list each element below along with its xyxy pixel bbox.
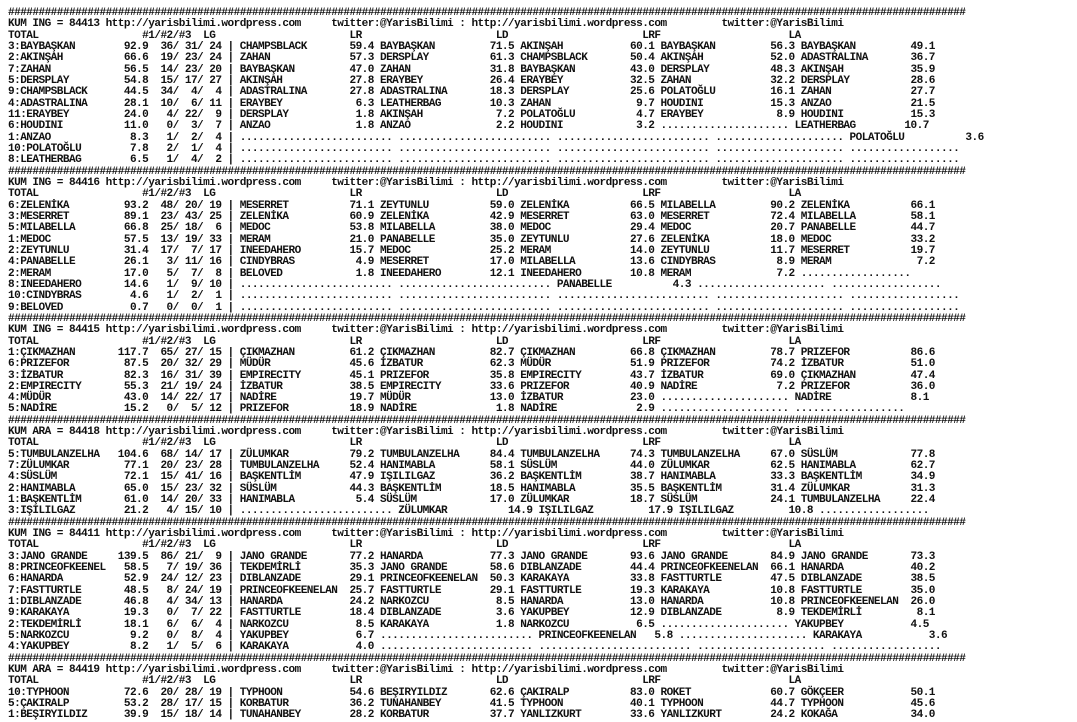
- text-line: TOTAL #1/#2/#3 LG LR LD LRF LA: [8, 539, 801, 552]
- text-line: 5:MILABELLA 66.8 25/ 18/ 6 | MEDOC 53.8 MILABELLA 38.0 MEDOC 29.4 MEDOC 20.7 PANABELLE 44.7: [8, 222, 935, 235]
- separator-line: #############################################################################################################################################################: [8, 414, 966, 427]
- text-line: 5:NARKOZCU 9.2 0/ 8/ 4 | YAKUPBEY 6.7 ......................... PRINCEOFKEENELAN 5.8 ..................... KARAKAYA 3.6: [8, 630, 948, 643]
- text-line: TOTAL #1/#2/#3 LG LR LD LRF LA: [8, 29, 801, 42]
- text-line: 3:IŞILILGAZ 21.2 4/ 15/ 10 | ......................... ZÜLUMKAR 14.9 IŞILILGAZ 17.9 IŞILILGAZ 10.8 ..................: [8, 505, 929, 518]
- separator-line: #############################################################################################################################################################: [8, 312, 966, 325]
- text-line: 2:MERAM 17.0 5/ 7/ 8 | BELOVED 1.8 INEEDAHERO 12.1 INEEDAHERO 10.8 MERAM 7.2 ..................: [8, 267, 911, 280]
- text-line: 4:PANABELLE 26.1 3/ 11/ 16 | CINDYBRAS 4.9 MESERRET 17.0 MILABELLA 13.6 CINDYBRAS 8.9 MERAM 7.2: [8, 256, 935, 269]
- text-line: 4:ADASTRALINA 28.1 10/ 6/ 11 | ERAYBEY 6.3 LEATHERBAG 10.3 ZAHAN 9.7 HOUDINI 15.3 ANZAO 21.5: [8, 97, 935, 110]
- text-line: 2:HANIMABLA 65.0 15/ 23/ 32 | SÜSLÜM 44.3 BAŞKENTLİM 18.5 HANIMABLA 35.5 BAŞKENTLİM 31.4 ZÜLUMKAR 31.3: [8, 482, 935, 495]
- text-line: 8:INEEDAHERO 14.6 1/ 9/ 10 | ......................... ......................... PANABELLE 4.3 ..................... ..................: [8, 278, 941, 291]
- text-line: KUM ING = 84415 http://yarisbilimi.wordpress.com twitter:@YarisBilimi : http://yarisbilimi.wordpress.com twitter:@YarisBilimi: [8, 324, 844, 337]
- text-line: TOTAL #1/#2/#3 LG LR LD LRF LA: [8, 335, 801, 348]
- text-line: 5:NADİRE 15.2 0/ 5/ 12 | PRIZEFOR 18.9 NADİRE 1.8 NADİRE 2.9 ..................... ..................: [8, 403, 905, 416]
- text-line: 9:KARAKAYA 19.3 0/ 7/ 22 | FASTTURTLE 18.4 DIBLANZADE 3.6 YAKUPBEY 12.9 DIBLANZADE 8.9 TEKDEMİRLİ 8.1: [8, 607, 935, 620]
- text-line: 1:ANZAO 8.3 1/ 2/ 4 | ......................... ......................... ......................... ..................... POLATOĞLU 3.6: [8, 131, 984, 144]
- text-line: KUM ING = 84411 http://yarisbilimi.wordpress.com twitter:@YarisBilimi : http://yarisbilimi.wordpress.com twitter:@YarisBilimi: [8, 528, 844, 541]
- text-line: TOTAL #1/#2/#3 LG LR LD LRF LA: [8, 675, 801, 688]
- text-line: TOTAL #1/#2/#3 LG LR LD LRF LA: [8, 437, 801, 450]
- text-line: 6:HOUDINI 11.0 0/ 3/ 7 | ANZAO 1.8 ANZAO 2.2 HOUDINI 3.2 ..................... LEATHERBAG 10.7: [8, 120, 929, 133]
- text-line: 1:BAŞKENTLİM 61.0 14/ 20/ 33 | HANIMABLA 5.4 SÜSLÜM 17.0 ZÜLUMKAR 18.7 SÜSLÜM 24.1 TUMBULANZELHA 22.4: [8, 494, 935, 507]
- text-line: 4:SÜSLÜM 72.1 15/ 41/ 16 | BAŞKENTLİM 47.9 IŞILILGAZ 36.2 BAŞKENTLİM 38.7 HANIMABLA 33.3 BAŞKENTLİM 34.9: [8, 471, 935, 484]
- text-line: 1:BEŞIRYILDIZ 39.9 15/ 18/ 14 | TUNAHANBEY 28.2 KORBATUR 37.7 YANLIZKURT 33.6 YANLIZKURT 24.2 KOKAĞA 34.0: [8, 709, 935, 722]
- text-line: KUM ING = 84413 http://yarisbilimi.wordpress.com twitter:@YarisBilimi : http://yarisbilimi.wordpress.com twitter:@YarisBilimi: [8, 18, 844, 31]
- text-line: 7:ZÜLUMKAR 77.1 20/ 23/ 28 | TUMBULANZELHA 52.4 HANIMABLA 58.1 SÜSLÜM 44.0 ZÜLUMKAR 62.5 HANIMABLA 62.7: [8, 460, 935, 473]
- text-line: 5:TUMBULANZELHA 104.6 68/ 14/ 17 | ZÜLUMKAR 79.2 TUMBULANZELHA 84.4 TUMBULANZELHA 74.3 TUMBULANZELHA 67.0 SÜSLÜM 77.8: [8, 448, 935, 461]
- separator-line: #############################################################################################################################################################: [8, 7, 966, 19]
- text-line: 7:FASTTURTLE 48.5 8/ 24/ 19 | PRINCEOFKEENELAN 25.7 FASTTURTLE 29.1 FASTTURTLE 19.3 KARAKAYA 10.8 FASTTURTLE 35.0: [8, 584, 935, 597]
- text-line: 3:BAYBAŞKAN 92.9 36/ 31/ 24 | CHAMPSBLACK 59.4 BAYBAŞKAN 71.5 AKINŞAH 60.1 BAYBAŞKAN 56.3 BAYBAŞKAN 49.1: [8, 40, 935, 53]
- text-line: 2:EMPIRECITY 55.3 21/ 19/ 24 | İZBATUR 38.5 EMPIRECITY 33.6 PRIZEFOR 40.9 NADİRE 7.2 PRIZEFOR 36.0: [8, 380, 935, 393]
- text-line: 4:MÜDÜR 43.0 14/ 22/ 17 | NADİRE 19.7 MÜDÜR 13.0 İZBATUR 23.0 ..................... NADİRE 8.1: [8, 392, 929, 405]
- race-stats-text: [8, 8, 1072, 722]
- text-line: 5:DERSPLAY 54.8 15/ 17/ 27 | AKINŞAH 27.8 ERAYBEY 26.4 ERAYBEY 32.5 ZAHAN 32.2 DERSPLAY 28.6: [8, 74, 935, 87]
- text-line: 3:JANO GRANDE 139.5 86/ 21/ 9 | JANO GRANDE 77.2 HANARDA 77.3 JANO GRANDE 93.6 JANO GRANDE 84.9 JANO GRANDE 73.3: [8, 550, 935, 563]
- text-line: 6:ZELENİKA 93.2 48/ 20/ 19 | MESERRET 71.1 ZEYTUNLU 59.0 ZELENİKA 66.5 MILABELLA 90.2 ZELENİKA 66.1: [8, 199, 935, 212]
- text-line: 10:POLATOĞLU 7.8 2/ 1/ 4 | ......................... ......................... ......................... ..................... ..................: [8, 142, 960, 155]
- text-line: 10:CINDYBRAS 4.6 1/ 2/ 1 | ......................... ......................... ......................... ..................... ..................: [8, 290, 960, 303]
- text-line: 2:TEKDEMİRLİ 18.1 6/ 6/ 4 | NARKOZCU 8.5 KARAKAYA 1.8 NARKOZCU 6.5 ..................... YAKUPBEY 4.5: [8, 618, 929, 631]
- text-line: 1:DIBLANZADE 46.8 4/ 34/ 13 | HANARDA 24.2 NARKOZCU 8.5 HANARDA 13.0 HANARDA 10.8 PRINCEOFKEENELAN 26.0: [8, 596, 935, 609]
- text-line: TOTAL #1/#2/#3 LG LR LD LRF LA: [8, 188, 801, 201]
- text-line: 1:ÇIKMAZHAN 117.7 65/ 27/ 15 | ÇIKMAZHAN 61.2 ÇIKMAZHAN 82.7 ÇIKMAZHAN 66.8 ÇIKMAZHAN 78.7 PRIZEFOR 86.6: [8, 346, 935, 359]
- text-line: 9:BELOVED 0.7 0/ 0/ 1 | ......................... ......................... ......................... ..................... ..................: [8, 301, 960, 314]
- text-line: 2:AKINŞAH 66.6 19/ 23/ 24 | ZAHAN 57.3 DERSPLAY 61.3 CHAMPSBLACK 50.4 AKINŞAH 52.0 ADASTRALINA 36.7: [8, 52, 935, 65]
- text-line: 10:TYPHOON 72.6 20/ 28/ 19 | TYPHOON 54.6 BEŞIRYILDIZ 62.6 ÇAKIRALP 83.0 ROKET 60.7 GÖKÇEER 50.1: [8, 686, 935, 699]
- race-stats-document: [8, 7, 1072, 722]
- text-line: 3:MESERRET 89.1 23/ 43/ 25 | ZELENİKA 60.9 ZELENİKA 42.9 MESERRET 63.0 MESERRET 72.4 MILABELLA 58.1: [8, 210, 935, 223]
- text-line: KUM ARA = 84418 http://yarisbilimi.wordpress.com twitter:@YarisBilimi : http://yarisbilimi.wordpress.com twitter:@YarisBilimi: [8, 426, 844, 439]
- text-line: 7:ZAHAN 56.5 14/ 23/ 20 | BAYBAŞKAN 47.0 ZAHAN 31.8 BAYBAŞKAN 43.0 DERSPLAY 48.3 AKINŞAH 35.9: [8, 63, 935, 76]
- separator-line: #############################################################################################################################################################: [8, 516, 966, 529]
- separator-line: #############################################################################################################################################################: [8, 652, 966, 665]
- separator-line: #############################################################################################################################################################: [8, 165, 966, 178]
- text-line: 4:YAKUPBEY 8.2 1/ 5/ 6 | KARAKAYA 4.0 ......................... ......................... ..................... ..................: [8, 641, 941, 654]
- text-line: 9:CHAMPSBLACK 44.5 34/ 4/ 4 | ADASTRALINA 27.8 ADASTRALINA 18.3 DERSPLAY 25.6 POLATOĞLU 16.1 ZAHAN 27.7: [8, 86, 935, 99]
- text-line: 6:PRIZEFOR 87.5 20/ 32/ 29 | MÜDÜR 45.6 İZBATUR 62.3 MÜDÜR 51.9 PRIZEFOR 74.2 İZBATUR 51.0: [8, 358, 935, 371]
- text-line: 11:ERAYBEY 24.0 4/ 22/ 9 | DERSPLAY 1.8 AKINŞAH 7.2 POLATOĞLU 4.7 ERAYBEY 8.9 HOUDINI 15.3: [8, 108, 935, 121]
- text-line: 3:İZBATUR 82.3 16/ 31/ 39 | EMPIRECITY 45.1 PRIZEFOR 35.8 EMPIRECITY 43.7 İZBATUR 69.0 ÇIKMAZHAN 47.4: [8, 369, 935, 382]
- text-line: 5:ÇAKIRALP 53.2 28/ 17/ 15 | KORBATUR 36.2 TUNAHANBEY 41.5 TYPHOON 40.1 TYPHOON 44.7 TYPHOON 45.6: [8, 698, 935, 711]
- text-line: 2:ZEYTUNLU 31.4 17/ 7/ 17 | INEEDAHERO 15.7 MEDOC 25.2 MERAM 14.0 ZEYTUNLU 11.7 MESERRET 19.7: [8, 244, 935, 257]
- text-line: 1:MEDOC 57.5 13/ 19/ 33 | MERAM 21.0 PANABELLE 35.0 ZEYTUNLU 27.6 ZELENİKA 18.0 MEDOC 33.2: [8, 233, 935, 246]
- text-line: 6:HANARDA 52.9 24/ 12/ 23 | DIBLANZADE 29.1 PRINCEOFKEENELAN 50.3 KARAKAYA 33.8 FASTTURTLE 47.5 DIBLANZADE 38.5: [8, 573, 935, 586]
- text-line: 8:PRINCEOFKEENEL 58.5 7/ 19/ 36 | TEKDEMİRLİ 35.3 JANO GRANDE 58.6 DIBLANZADE 44.4 PRINCEOFKEENELAN 66.1 HANARDA 40.2: [8, 562, 935, 575]
- text-line: KUM ING = 84416 http://yarisbilimi.wordpress.com twitter:@YarisBilimi : http://yarisbilimi.wordpress.com twitter:@YarisBilimi: [8, 176, 844, 189]
- text-line: 8:LEATHERBAG 6.5 1/ 4/ 2 | ......................... ......................... ......................... ..................... ..................: [8, 154, 960, 167]
- text-line: KUM ARA = 84419 http://yarisbilimi.wordpress.com twitter:@YarisBilimi : http://yarisbilimi.wordpress.com twitter:@YarisBilimi: [8, 664, 844, 677]
